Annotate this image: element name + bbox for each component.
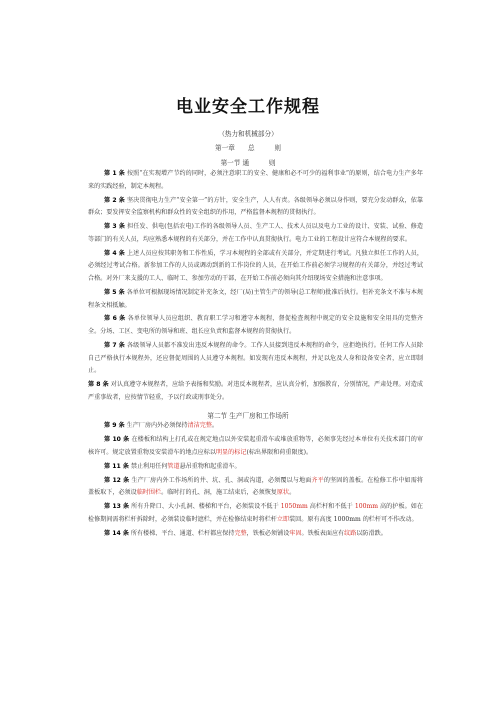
article-text: 所有升降口、大小孔洞、楼梯和平台，必须装设不低于: [131, 503, 281, 511]
highlighted-text: 临时围栏: [136, 489, 162, 497]
article-text: 高栏杆和不低于: [307, 503, 355, 511]
article-number: 第 13 条: [104, 503, 130, 511]
article-text: 按照“在实现增产节约的同时，必须注意职工的安全、健康和必不可少的福利事业”的原则，结合电力生产多年来的实践经验，制定本规程。: [88, 170, 424, 190]
article-number: 第 12 条: [104, 476, 130, 484]
highlighted-text: 清洁完整: [187, 422, 212, 429]
article-number: 第 7 条: [104, 342, 125, 350]
article-text: 担任发、供电(包括农电)工作的各级领导人员、生产工人、技术人员以及电力工业的设计、安装、试验、修造等部门的有关人员，均应熟悉本规程的有关部分，并在工作中认真贯彻执行。电力工业的工程设计应符合本规程的要求。: [88, 223, 424, 243]
section-heading-1: 第一节 通 则: [220, 159, 276, 167]
article-9: [88, 420, 423, 433]
highlighted-text: 齐平: [311, 476, 324, 484]
article-text: 上述人员应按其职务和工作性质，学习本规程的全部或有关部分，并定期进行考试。凡独立担任工作的人员，必须经过考试合格。新参加工作的人员或调动到新的工作岗位的人员，在开始工作前必须学习规程的有关部分，并经过考试合格。对外厂来支援的工人、临时工、参加劳动的干部，在开始工作前必须向其介绍现场安全措施和注意事项。: [88, 249, 424, 282]
article-text: 禁止利用任何: [130, 462, 168, 470]
article-text: ，铁板必须铺设: [246, 529, 290, 537]
highlighted-text: 明显的标记: [215, 448, 247, 456]
highlighted-text: 原状: [276, 489, 290, 497]
article-8: [88, 379, 423, 404]
article-text: 各单位领导人员应组织、教育职工学习和遵守本规程，督促检查规程中规定的安全设施和安全用具的完整齐全。分场、工区、变电所的领导和班、组长应负责和监督本规程的贯彻执行。: [88, 315, 424, 336]
article-text: 。铁板表面应有: [301, 529, 345, 537]
article-13: [88, 501, 423, 526]
article-6: [88, 313, 423, 338]
article-2: [88, 195, 423, 220]
article-text: 。: [211, 422, 219, 429]
article-text: 。临时打的孔、洞，施工结束后，必须恢复: [161, 489, 277, 497]
document-title: 电业安全工作规程: [176, 97, 320, 117]
highlighted-text: 1050mm: [280, 503, 308, 511]
section-2-body: [88, 420, 423, 542]
highlighted-text: 立即: [276, 515, 290, 523]
article-text: 所有楼梯、平台、通道、栏杆都应保持: [130, 529, 235, 537]
article-text: 生产厂房内外必须保持: [126, 422, 188, 429]
article-text: 高的护板。如在检修期间需将栏杆拆除时，必须装设临时遮栏，并在检修结束时将栏杆: [88, 503, 424, 523]
article-number: 第 10 条: [104, 435, 130, 443]
article-number: 第 2 条: [104, 196, 125, 204]
document-subtitle: （热力和机械部分）: [218, 130, 278, 138]
article-number: 第 14 条: [104, 529, 129, 537]
article-7: [88, 340, 423, 378]
article-1: [88, 168, 423, 193]
article-12: [88, 475, 423, 500]
highlighted-text: 管道: [167, 462, 180, 470]
highlighted-text: 完整: [234, 529, 247, 537]
article-text: 各单位可根据现场情况制定补充条文，经厂(局)主管生产的领导(总工程师)批准后执行。但补充条文不准与本规程条文相抵触。: [88, 288, 424, 309]
article-14: [88, 528, 423, 541]
article-text: 悬吊重物和起重滑车。: [179, 462, 241, 470]
chapter-heading: 第一章 总 则: [215, 144, 281, 152]
article-text: 在楼板和结构上打孔或在规定地点以外安装起重滑车或堆放重物等，必须事先经过本单位有关技术部门的审核许可。规定放置重物及安装滑车的地点应标以: [88, 435, 424, 456]
article-text: 。: [289, 489, 296, 497]
article-text: 生产厂房内外工作场所的井、坑、孔、洞或沟道，必须覆以与地面: [131, 476, 312, 484]
article-text: 装回。原有高度 1000mm 的栏杆可不作改动。: [289, 515, 418, 523]
article-text: 以防滑跌。: [356, 529, 387, 537]
section-1-body: [88, 168, 423, 406]
article-number: 第 4 条: [104, 249, 125, 257]
section-heading-2: 第二节 生产厂房和工作场所: [207, 412, 289, 420]
article-number: 第 11 条: [104, 462, 129, 470]
article-number: 第 6 条: [104, 315, 126, 323]
article-4: [88, 248, 423, 286]
article-text: 坚决贯彻电力生产“安全第一”的方针，安全生产，人人有责。各级领导必须以身作则，要充分发动群众，依靠群众；要发挥安全监察机构和群众性的安全组织的作用，严格监督本规程的贯彻执行。: [88, 196, 424, 217]
article-number: 第 3 条: [104, 223, 126, 231]
article-3: [88, 221, 423, 246]
article-5: [88, 287, 423, 312]
article-text: 对认真遵守本规程者，应给予表扬和奖励。对违反本规程者，应认真分析，加强教育，分别情况，严肃处理。对造成严重事故者，应按情节轻重，予以行政或刑事处分。: [88, 381, 424, 401]
highlighted-text: 100mm: [354, 503, 379, 511]
article-number: 第 9 条: [104, 422, 125, 429]
highlighted-text: 牢固: [289, 529, 302, 537]
article-number: 第 1 条: [104, 170, 125, 177]
article-text: 各级领导人员都不准发出违反本规程的命令。工作人员接到违反本规程的命令，应拒绝执行。任何工作人员除自己严格执行本规程外，还应督促周围的人员遵守本规程。如发现有违反本规程，并足以危及人身和设备安全者，应立即制止。: [88, 342, 424, 375]
article-number: 第 5 条: [104, 288, 125, 296]
article-text: 的坚固的盖板。在检修工作中如需将盖板取下，必须设: [88, 476, 424, 497]
article-text: (标出界限和荷重限度)。: [246, 448, 313, 456]
article-11: [88, 461, 423, 474]
article-10: [88, 434, 423, 459]
highlighted-text: 纹路: [344, 529, 357, 537]
article-number: 第 8 条: [88, 381, 109, 389]
